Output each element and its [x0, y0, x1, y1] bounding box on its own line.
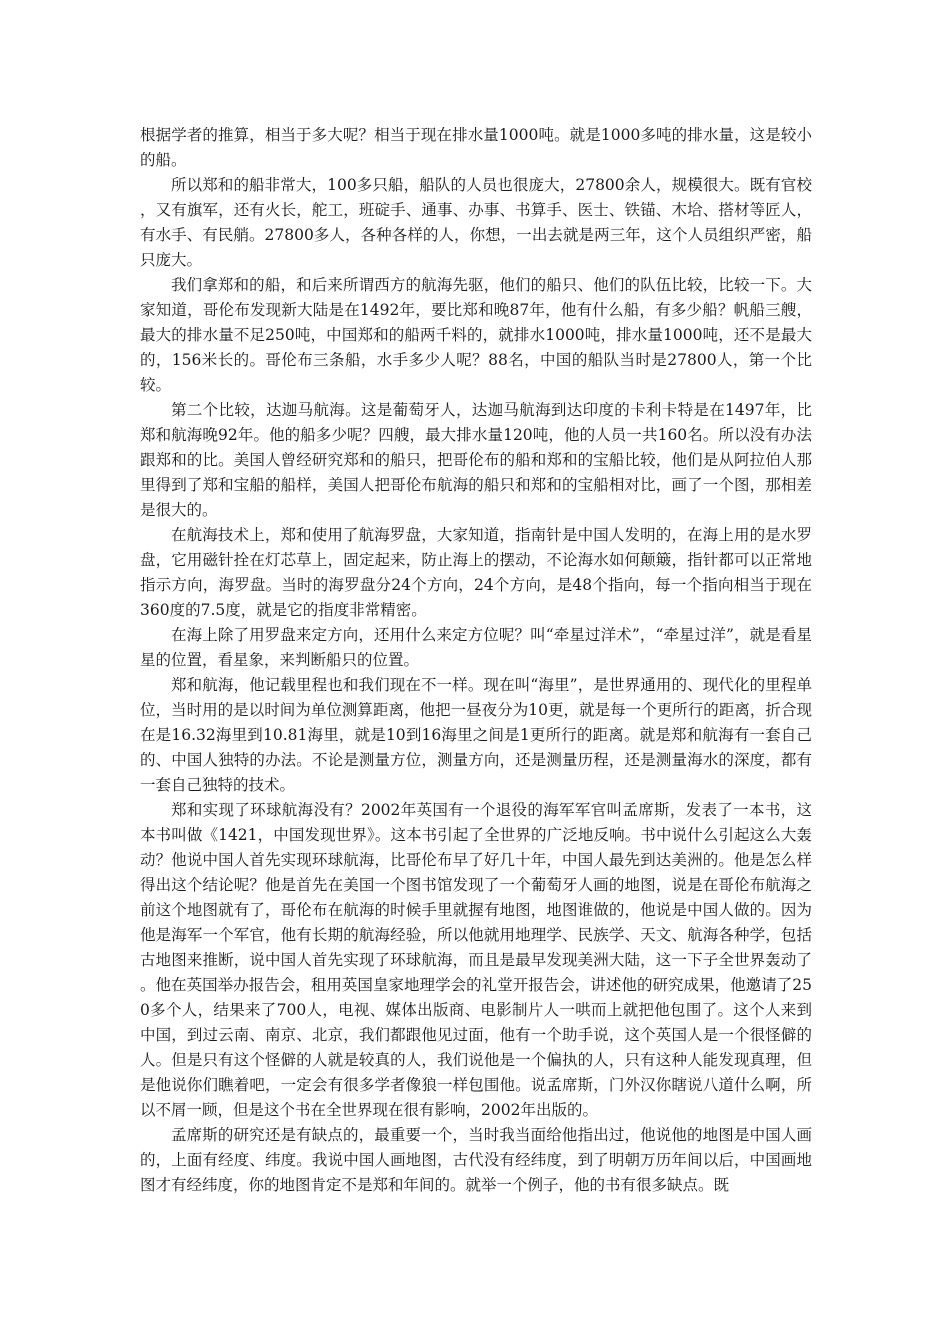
paragraph-7: 郑和航海，他记载里程也和我们现在不一样。现在叫“海里”，是世界通用的、现代化的里程单位，当时用的是以时间为单位测算距离，他把一昼夜分为10更，就是每一个更所行的距离，折合现在是16.32海里到10.81海里，就是10到16海里之间是1更所行的距离。就是郑和航海有一套自己的、中国人独特的办法。不论是测量方位，测量方向，还是测量历程，还是测量海水的深度，都有一套自己独特的技术。 [140, 676, 812, 794]
document-body [140, 123, 812, 1198]
paragraph-6: 在海上除了用罗盘来定方向，还用什么来定方位呢？叫“牵星过洋术”，“牵星过洋”，就是看星星的位置，看星象，来判断船只的位置。 [140, 626, 812, 669]
paragraph-4: 第二个比较，达迦马航海。这是葡萄牙人，达迦马航海到达印度的卡利卡特是在1497年，比郑和航海晚92年。他的船多少呢？四艘，最大排水量120吨，他的人员一共160名。所以没有办法跟郑和的比。美国人曾经研究郑和的船只，把哥伦布的船和郑和的宝船比较，他们是从阿拉伯人那里得到了郑和宝船的船样，美国人把哥伦布航海的船只和郑和的宝船相对比，画了一个图，那相差是很大的。 [140, 401, 812, 519]
paragraph-1: 根据学者的推算，相当于多大呢？相当于现在排水量1000吨。就是1000多吨的排水量，这是较小的船。 [140, 126, 812, 169]
paragraph-3: 我们拿郑和的船，和后来所谓西方的航海先驱，他们的船只、他们的队伍比较，比较一下。大家知道，哥伦布发现新大陆是在1492年，要比郑和晚87年，他有什么船，有多少船？帆船三艘，最大的排水量不足250吨，中国郑和的船两千料的，就排水1000吨，排水量1000吨，还不是最大的，156米长的。哥伦布三条船，水手多少人呢？88名，中国的船队当时是27800人，第一个比较。 [140, 276, 812, 394]
paragraph-9: 孟席斯的研究还是有缺点的，最重要一个，当时我当面给他指出过，他说他的地图是中国人画的，上面有经度、纬度。我说中国人画地图，古代没有经纬度，到了明朝万历年间以后，中国画地图才有经纬度，你的地图肯定不是郑和年间的。就举一个例子，他的书有很多缺点。既 [140, 1126, 812, 1194]
paragraph-2: 所以郑和的船非常大，100多只船，船队的人员也很庞大，27800余人，规模很大。既有官校，又有旗军，还有火长，舵工，班碇手、通事、办事、书算手、医士、铁锚、木垥、搭材等匠人，有水手、有民艄。27800多人，各种各样的人，你想，一出去就是两三年，这个人员组织严密，船只庞大。 [140, 176, 812, 269]
paragraph-8: 郑和实现了环球航海没有？2002年英国有一个退役的海军军官叫孟席斯，发表了一本书，这本书叫做《1421，中国发现世界》。这本书引起了全世界的广泛地反响。书中说什么引起这么大轰动？他说中国人首先实现环球航海，比哥伦布早了好几十年，中国人最先到达美洲的。他是怎么样得出这个结论呢？他是首先在美国一个图书馆发现了一个葡萄牙人画的地图，说是在哥伦布航海之前这个地图就有了，哥伦布在航海的时候手里就握有地图，地图谁做的，他说是中国人做的。因为他是海军一个军官，他有长期的航海经验，所以他就用地理学、民族学、天文、航海各种学，包括古地图来推断，说中国人首先实现了环球航海，而且是最早发现美洲大陆，这一下子全世界轰动了。他在英国举办报告会，租用英国皇家地理学会的礼堂开报告会，讲述他的研究成果，他邀请了250多个人，结果来了700人，电视、媒体出版商、电影制片人一哄而上就把他包围了。这个人来到中国，到过云南、南京、北京，我们都跟他见过面，他有一个助手说，这个英国人是一个很怪僻的人。但是只有这个怪僻的人就是较真的人，我们说他是一个偏执的人，只有这种人能发现真理，但是他说你们瞧着吧，一定会有很多学者像狼一样包围他。说孟席斯，门外汉你瞎说八道什么啊，所以不屑一顾，但是这个书在全世界现在很有影响，2002年出版的。 [140, 801, 812, 1119]
paragraph-5: 在航海技术上，郑和使用了航海罗盘，大家知道，指南针是中国人发明的，在海上用的是水罗盘，它用磁针拴在灯芯草上，固定起来，防止海上的摆动，不论海水如何颠簸，指针都可以正常地指示方向，海罗盘。当时的海罗盘分24个方向，24个方向，是48个指向，每一个指向相当于现在360度的7.5度，就是它的指度非常精密。 [140, 526, 812, 619]
